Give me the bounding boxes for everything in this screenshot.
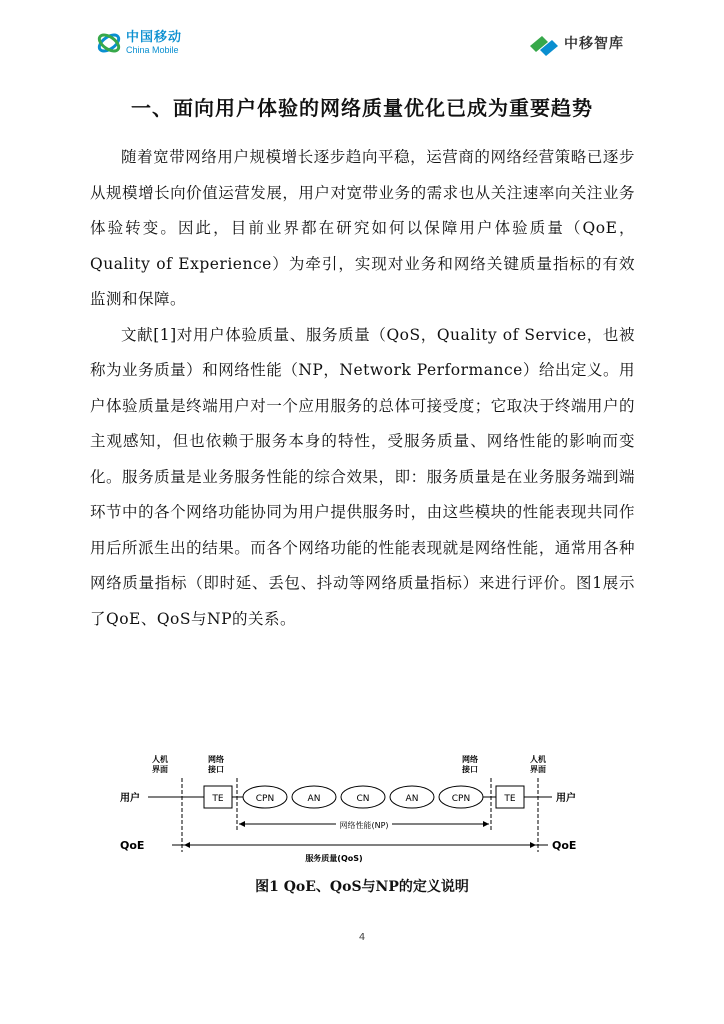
paragraph-1: 随着宽带网络用户规模增长逐步趋向平稳，运营商的网络经营策略已逐步从规模增长向价值运营发展，用户对宽带业务的需求也从关注速率向关注业务体验转变。因此，目前业界都在研究如何以保障用户体验质量（QoE，Quality of Experience）为牵引，实现对业务和网络关键质量指标的有效监测和保障。	[90, 148, 635, 308]
np-label: 网络性能(NP)	[339, 821, 389, 830]
right-hmi-line1: 人机	[530, 755, 546, 764]
china-mobile-logo-en: China Mobile	[126, 45, 179, 55]
te-right-label: TE	[504, 794, 516, 804]
qoe-right-label: QoE	[552, 839, 577, 852]
figure-caption: 图1 QoE、QoS与NP的定义说明	[255, 879, 469, 895]
zhongyi-zhiku-logo-text: 中移智库	[564, 36, 624, 52]
zhongyi-zhiku-logo	[528, 28, 624, 58]
china-mobile-logo-cn: 中国移动	[126, 30, 183, 45]
paragraph-2: 文献[1]对用户体验质量、服务质量（QoS，Quality of Service，也被称为业务质量）和网络性能（NP，Network Performance）给出定义。用户体验质量是终端用户对一个应用服务的总体可接受度；它取决于终端用户的主观感知，但也依赖于服务本身的特性，受服务质量、网络性能的影响而变化。服务质量是业务服务性能的综合效果，即：服务质量是在业务服务端到端环节中的各个网络功能协同为用户提供服务时，由这些模块的性能表现共同作用后所派生出的结果。而各个网络功能的性能表现就是网络性能，通常用各种网络质量指标（即时延、丢包、抖动等网络质量指标）来进行评价。图1展示了QoE、QoS与NP的关系。	[90, 325, 635, 628]
node-an-1-label: AN	[307, 794, 321, 804]
diagram-svg	[120, 748, 590, 866]
node-cpn-2-label: CPN	[451, 794, 471, 804]
user-left-label: 用户	[120, 793, 140, 804]
te-left-label: TE	[212, 794, 224, 804]
qos-label: 服务质量(QoS)	[305, 854, 363, 863]
right-net-if-line1: 网络	[462, 755, 478, 764]
left-net-if-line1: 网络	[208, 755, 224, 764]
section-title: 一、面向用户体验的网络质量优化已成为重要趋势	[131, 96, 593, 120]
node-an-2-label: AN	[405, 794, 419, 804]
node-cpn-1-label: CPN	[255, 794, 275, 804]
user-right-label: 用户	[556, 793, 576, 804]
china-mobile-logo	[96, 30, 182, 56]
zhongyi-zhiku-logo-icon	[528, 28, 560, 58]
page-number: 4	[358, 932, 366, 943]
china-mobile-logo-icon	[96, 30, 122, 56]
right-hmi-line2: 界面	[530, 765, 546, 774]
left-hmi-line1: 人机	[152, 755, 168, 764]
qoe-qos-np-diagram	[120, 748, 590, 870]
left-hmi-line2: 界面	[152, 765, 168, 774]
node-cn-label: CN	[356, 794, 370, 804]
left-net-if-line2: 接口	[208, 765, 224, 774]
qoe-left-label: QoE	[120, 839, 145, 852]
right-net-if-line2: 接口	[462, 765, 478, 774]
body-text	[90, 140, 635, 637]
